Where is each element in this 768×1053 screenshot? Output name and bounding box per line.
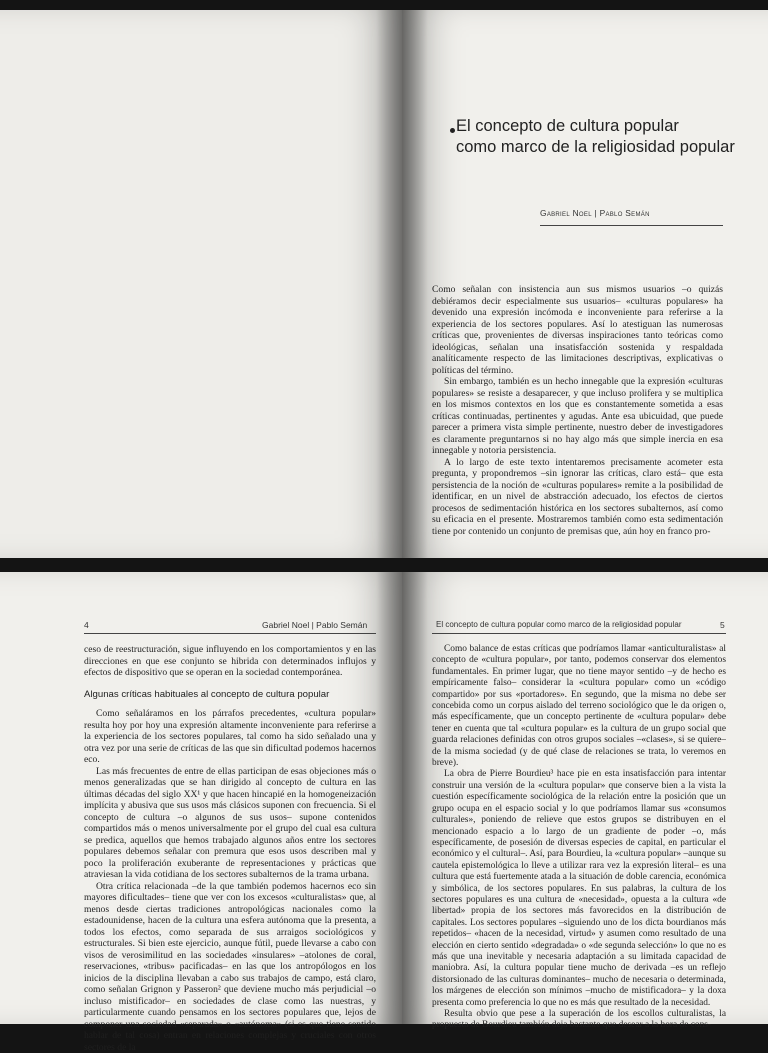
chapter-title-line2: como marco de la religiosidad popular xyxy=(456,137,756,158)
paragraph: Como señaláramos en los párrafos precedentes, «cultura popular» resulta hoy por hoy una expresión altamente inconveniente para referirse a la experiencia de los sectores populares, tal como ha sido señalado una y otra vez por una serie de críticas de las que sin dificultad podemos hacernos eco. xyxy=(84,708,376,766)
running-header: El concepto de cultura popular como marco de la religiosidad popular xyxy=(436,620,681,629)
title-bullet-icon xyxy=(450,128,455,133)
paragraph: La obra de Pierre Bourdieu³ hace pie en esta insatisfacción para intentar construir una versión de la «cultura popular» que conserve bien a la vista la cuestión específicamente sociológica de la relación entre la posición que un grupo ocupa en el espacio social y lo que podríamos llamar sus «consumos culturales», poniendo de relieve que estos grupos se distribuyen en el mencionado espacio a lo largo de un gradiente de poder –o, más específicamente, de posesión de diversas especies de capital, en particular el económico y el cultural–. Así, para Bourdieu, la «cultura popular» –aunque su cautela epistemológica lo lleve a utilizar rara vez la expresión literal– es una cultura que está fuertemente atada a la situación de doble carencia, económica y simbólica, de los sectores populares. En sus palabras, la cultura de los sectores populares es una cultura de «necesidad», opuesta a la cultura «de libertad» propia de los sectores más favorecidos en la distribución de capitales. Los sectores populares –siguiendo uno de los dicta bourdianos más repetidos– «hacen de la necesidad, virtud» y asumen como resultado de una elección en cierto sentido «degradada» o «de segunda selección» lo que no es más que una inevitable y necesaria adaptación a su limitada capacidad de maniobra. Así, la cultura popular tiene mucho de derivada –es un reflejo distorsionado de las culturas dominantes– mucho de necesaria o determinada, los márgenes de elección son mínimos –mucho de mistificadora– y la doxa presenta como preferencia lo que no es más que resultado de la necesidad. xyxy=(432,769,726,1009)
book-gutter xyxy=(402,572,428,1024)
chapter-title-line1: El concepto de cultura popular xyxy=(456,116,756,137)
paragraph: A lo largo de este texto intentaremos precisamente acometer esta pregunta, y propondremos –sin ignorar las críticas, claro está– que esta persistencia de la noción de «culturas populares» remite a la posibilidad de identificar, en un nivel de abstracción adecuado, los efectos de ciertos procesos de sedimentación histórica en los sectores subalternos, así como su eficacia en el presente. Mostraremos también como esta sedimentación tiene por contenido un conjunto de premisas que, aún hoy en franco pro- xyxy=(432,457,723,538)
page-number: 4 xyxy=(84,620,89,630)
book-gutter xyxy=(376,572,402,1024)
paragraph: Otra crítica relacionada –de la que también podemos hacernos eco sin mayores dificultades– tiene que ver con los excesos «culturalistas» que, al menos desde ciertas tradiciones antropológicas nacionales como la estadounidense, hacen de la cultura una esfera autónoma que la presenta, a todos los efectos, como separada de sus arraigos sociológicos y estructurales. Si bien este ejercicio, aunque fútil, puede llevarse a cabo con visos de verosimilitud en las sociedades «insulares» –atolones de coral, reservaciones, «tribus» pacificadas– en las que los antropólogos en los inicios de la disciplina llevaban a cabo sus trabajos de campo, está claro, como señalan Grignon y Passeron² que deviene mucho más perjudicial –o incluso mistificador– en sociedades de clase como las nuestras, y particularmente cuando pensamos en los sectores populares que, lejos de componer una sociedad «separada» o «autónoma» (si es que tiene sentido hablar de tal cosa) entran en relaciones complejas y cruciales con otros sectores de la xyxy=(84,881,376,1053)
chapter-title xyxy=(456,116,756,158)
header-rule xyxy=(84,633,376,634)
paragraph: Como balance de estas críticas que podríamos llamar «anticulturalistas» al concepto de «cultura popular», por tanto, podemos conservar dos elementos fundamentales. En primer lugar, que no tiene mayor sentido –y de hecho es empíricamente falso– considerar la «cultura popular» como un «código compartido» por sus «portadores». En segundo, que la misma no debe ser concebida como un corpus aislado del terreno sociológico que le da origen o, más específicamente, que un concepto pertinente de «cultura popular» debe tener en cuenta que tal «cultura popular» es la cultura de un grupo social que guarda relaciones definidas con otros grupos sociales –«clases», si se quiere– de la misma sociedad (y de qué clase de relaciones se trata, lo veremos en breve). xyxy=(432,644,726,769)
book-gutter xyxy=(376,10,402,558)
paragraph: Resulta obvio que pese a la superación de los escollos culturalistas, la propuesta de Bourdieu también deja bastante que desear a la hora de cons- xyxy=(432,1009,726,1032)
chapter-authors: Gabriel Noel | Pablo Semán xyxy=(540,208,650,218)
running-header: Gabriel Noel | Pablo Semán xyxy=(262,620,367,630)
chapter-opening-page xyxy=(402,10,768,558)
header-rule xyxy=(432,633,726,634)
blank-page-left xyxy=(0,10,402,558)
section-heading: Algunas críticas habituales al concepto de cultura popular xyxy=(84,689,376,701)
page-4 xyxy=(0,572,402,1024)
body-text-br xyxy=(432,644,726,1032)
paragraph: ceso de reestructuración, sigue influyendo en los comportamientos y en las direcciones en que ese conjunto se hibrida con determinados influjos y efectos de dispositivo que se operan en la sociedad contemporánea. xyxy=(84,644,376,679)
paragraph: Las más frecuentes de entre de ellas participan de esas objeciones más o menos generalizadas que se han dirigido al concepto de cultura en las últimas décadas del siglo XX¹ y que hacen hincapié en la homogeneización implícita y abusiva que sus usos más clásicos suponen con frecuencia. Si el concepto de cultura –o algunos de sus usos– supone contenidos compartidos más o menos universalmente por el grupo del cual esa cultura se predica, aquellos que hemos trabajado algunos años entre los sectores populares debemos señalar con premura que esos usos describen mal y poco la proliferación exuberante de representaciones y prácticas que atraviesan la vida cotidiana de los sectores subalternos de la trama urbana. xyxy=(84,766,376,881)
paragraph: Como señalan con insistencia aun sus mismos usuarios –o quizás debiéramos decir especialmente sus usuarios– «culturas populares» ha devenido una expresión incómoda e inconveniente para referirse a la experiencia de los sectores populares. Así lo atestiguan las numerosas críticas que, provenientes de diversas inspiraciones tanto teóricas como ideológicas, señalan una insatisfacción sostenida y respaldada analíticamente respecto de las limitaciones descriptivas, explicativas o políticas del término. xyxy=(432,284,723,376)
page-5 xyxy=(402,572,768,1024)
body-text-bl xyxy=(84,644,376,1053)
book-gutter xyxy=(402,10,428,558)
page-number: 5 xyxy=(720,620,725,630)
paragraph: Sin embargo, también es un hecho innegable que la expresión «culturas populares» se resiste a desaparecer, y que incluso prolifera y se multiplica en los mismos contextos en los que es constantemente sometida a esas críticas continuadas, pertinentes y agudas. Ante esa ubicuidad, que puede parecer a primera vista simple pertinente, nuestro deber de investigadores es claramente preguntarnos si no hay algo más que simple inercia en esa innegable y notoria persistencia. xyxy=(432,376,723,457)
body-text-tr xyxy=(432,284,723,537)
authors-rule xyxy=(540,225,723,226)
